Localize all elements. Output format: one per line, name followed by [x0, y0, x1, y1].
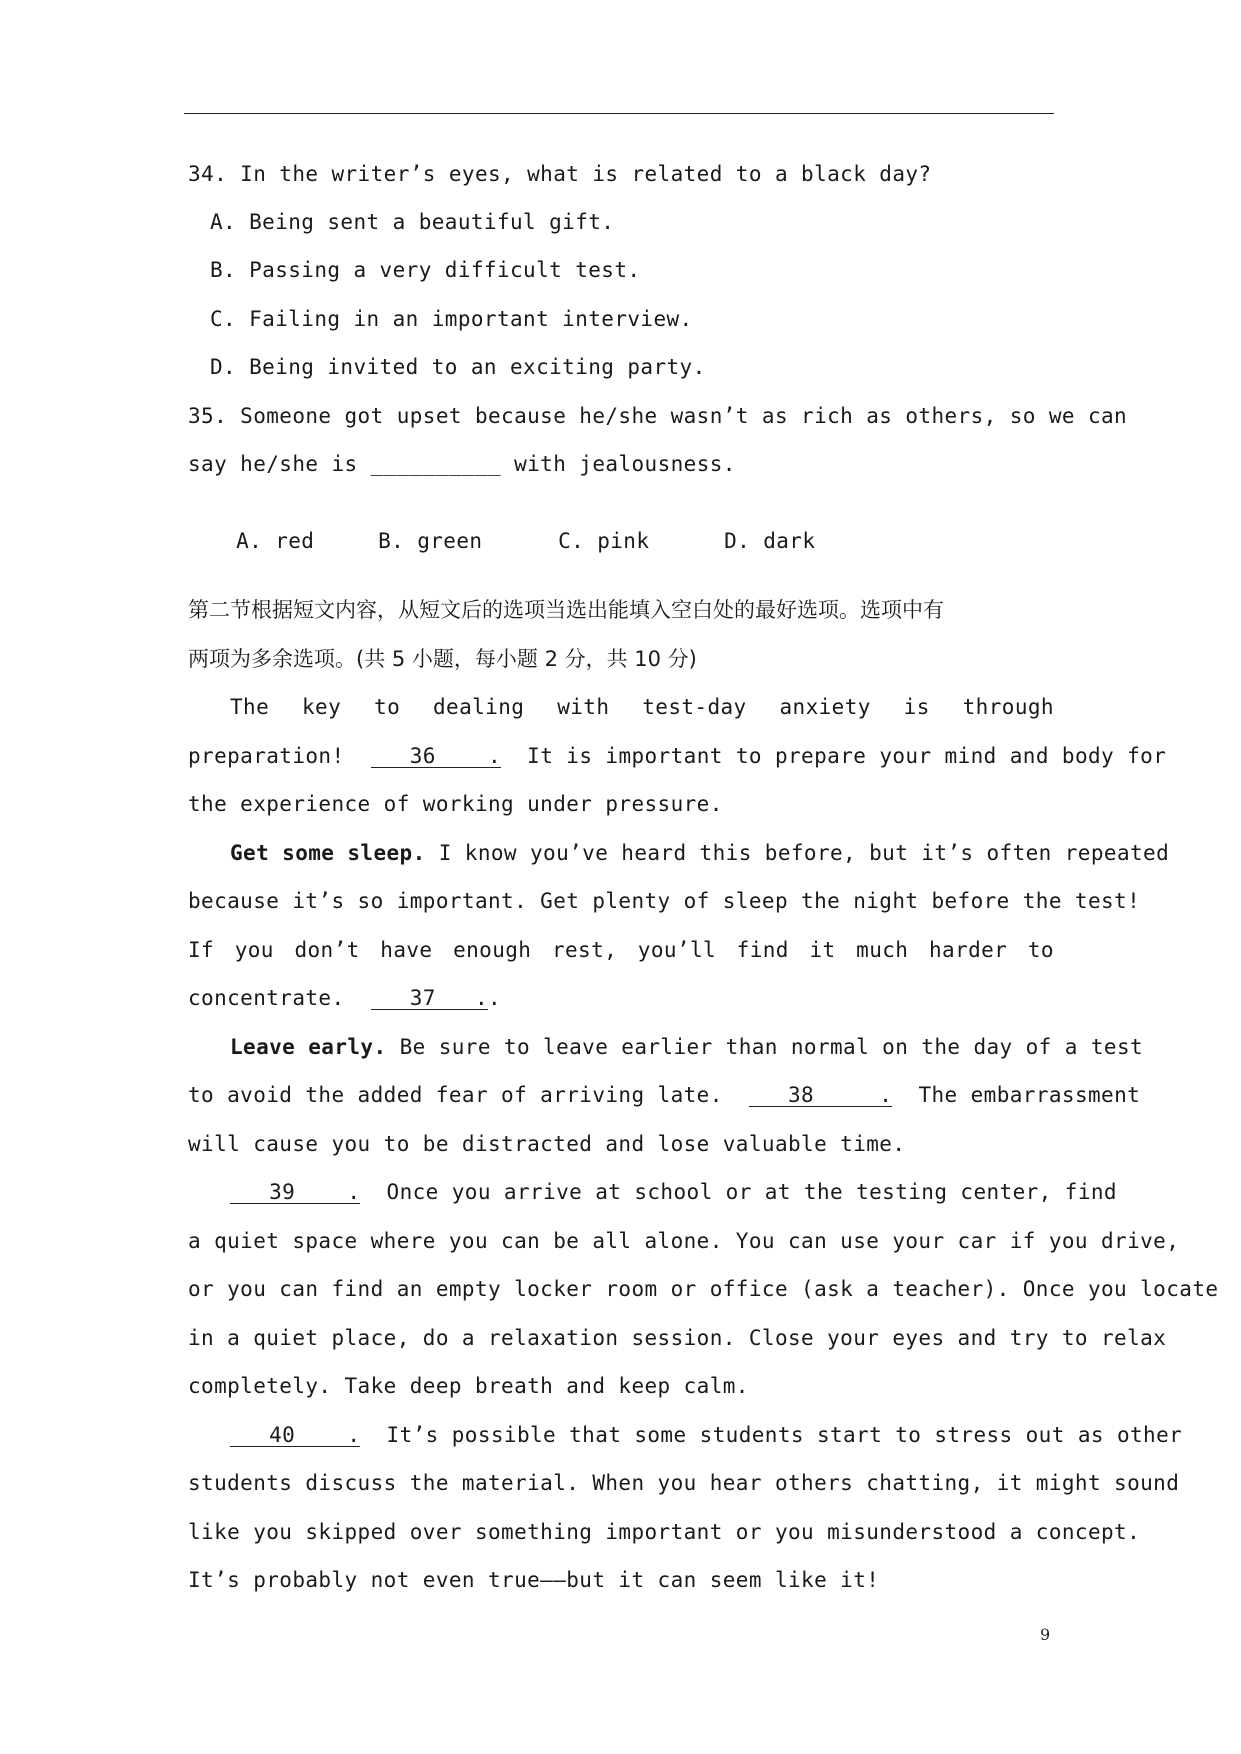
blank-38: 38 . — [748, 1083, 893, 1107]
q35-stem-line1: 35. Someone got upset because he/she wasn’t as rich as others, so we can — [188, 404, 1128, 428]
q35-stem-text-a: say he/she is — [188, 452, 358, 476]
p4-line3: or you can find an empty locker room or office (ask a teacher). Once you locate — [188, 1277, 1219, 1301]
q35-option-b: B. green — [378, 529, 483, 553]
p5-line2: students discuss the material. When you hear others chatting, it might sound — [188, 1471, 1180, 1495]
word: to — [1027, 938, 1054, 962]
p4-line1 — [230, 1178, 1117, 1206]
p1-text: It is important to prepare your mind and body for — [527, 744, 1167, 768]
word: much — [856, 938, 909, 962]
p3-heading: Leave early. — [230, 1035, 387, 1059]
p1-line2 — [188, 742, 1166, 770]
word: to — [374, 695, 401, 719]
word: is — [903, 695, 930, 719]
p3-text: The embarrassment — [918, 1083, 1141, 1107]
word: harder — [928, 938, 1008, 962]
p4-line2: a quiet space where you can be all alone. You can use your car if you drive, — [188, 1229, 1180, 1253]
p5-line1 — [230, 1421, 1182, 1449]
p2-text: . — [488, 986, 502, 1010]
word: anxiety — [779, 695, 871, 719]
p5-line4: It’s probably not even true——but it can seem like it! — [188, 1568, 880, 1592]
blank-36: 36 . — [370, 744, 502, 768]
q34-option-d: D. Being invited to an exciting party. — [210, 355, 706, 379]
p3-text: to avoid the added fear of arriving late. — [188, 1083, 723, 1107]
word: through — [962, 695, 1054, 719]
q34-option-b: B. Passing a very difficult test. — [210, 258, 641, 282]
word: test-day — [642, 695, 747, 719]
p3-line3: will cause you to be distracted and lose valuable time. — [188, 1132, 906, 1156]
q35-blank: __________ — [370, 452, 502, 476]
q35-options — [210, 499, 815, 555]
q35-stem-text-b: with jealousness. — [514, 452, 736, 476]
header-rule — [184, 113, 1054, 114]
section2-instruction-line2: 两项为多余选项。(共 5 小题，每小题 2 分，共 10 分) — [188, 647, 697, 671]
blank-40: 40 . — [230, 1423, 361, 1447]
word: The — [230, 695, 270, 719]
blank-37: 37 . — [370, 986, 489, 1010]
p5-line3: like you skipped over something important or you misunderstood a concept. — [188, 1520, 1141, 1544]
p2-heading: Get some sleep. — [230, 841, 426, 865]
q34-option-c: C. Failing in an important interview. — [210, 307, 693, 331]
word: with — [557, 695, 610, 719]
q34-option-a: A. Being sent a beautiful gift. — [210, 210, 615, 234]
p1-text: preparation! — [188, 744, 345, 768]
p4-text: Once you arrive at school or at the testing center, find — [386, 1180, 1117, 1204]
p5-text: It’s possible that some students start to stress out as other — [386, 1423, 1183, 1447]
word: you — [234, 938, 274, 962]
p4-line4: in a quiet place, do a relaxation session. Close your eyes and try to relax — [188, 1326, 1167, 1350]
page-number: 9 — [1040, 1625, 1051, 1644]
q35-option-d: D. dark — [724, 529, 816, 553]
word: enough — [453, 938, 532, 962]
word: have — [380, 938, 433, 962]
p1-line1 — [230, 693, 1054, 721]
word: you’ll — [637, 938, 717, 962]
q35-option-c: C. pink — [558, 529, 650, 553]
p2-line4 — [188, 984, 501, 1012]
p3-line2 — [188, 1081, 1140, 1109]
word: rest, — [551, 938, 618, 962]
p2-line1 — [230, 839, 1169, 867]
p2-text: concentrate. — [188, 986, 345, 1010]
q35-stem-line2 — [188, 450, 736, 478]
p4-line5: completely. Take deep breath and keep calm. — [188, 1374, 749, 1398]
word: dealing — [433, 695, 525, 719]
q34-stem: 34. In the writer’s eyes, what is related to a black day? — [188, 162, 932, 186]
p3-text: Be sure to leave earlier than normal on the day of a test — [386, 1035, 1144, 1059]
q35-option-a: A. red — [236, 529, 315, 553]
word: key — [302, 695, 342, 719]
word: it — [809, 938, 836, 962]
section2-instruction-line1: 第二节根据短文内容，从短文后的选项当选出能填入空白处的最好选项。选项中有 — [188, 598, 944, 622]
p2-line3 — [188, 936, 1054, 964]
p2-text: I know you’ve heard this before, but it’s often repeated — [425, 841, 1170, 865]
blank-39: 39 . — [230, 1180, 361, 1204]
p2-line2: because it’s so important. Get plenty of sleep the night before the test! — [188, 889, 1141, 913]
p3-line1 — [230, 1033, 1143, 1061]
word: If — [188, 938, 215, 962]
p1-line3: the experience of working under pressure. — [188, 792, 723, 816]
word: don’t — [294, 938, 360, 962]
word: find — [736, 938, 789, 962]
